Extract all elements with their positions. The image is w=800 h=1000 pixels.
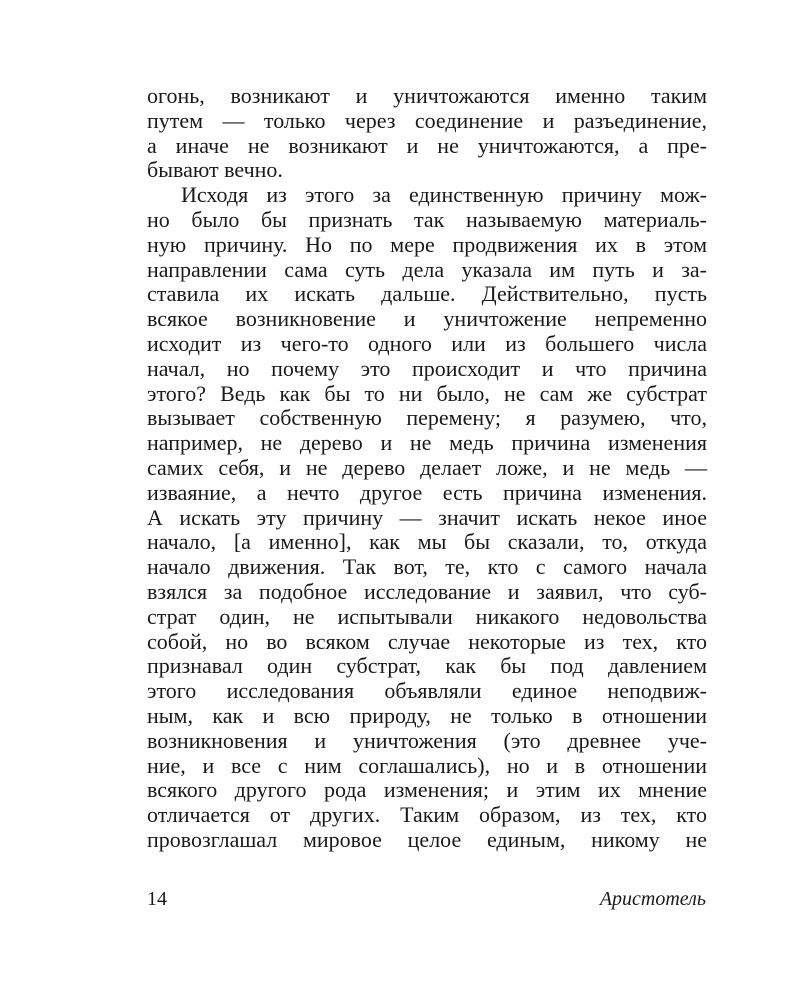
text-line: взялся за подобное исследование и заявил, что суб- (147, 578, 707, 604)
text-line-paragraph-start: Исходя из этого за единственную причину мож- (181, 182, 707, 208)
text-line: начало, [а именно], как мы бы сказали, то, откуда (147, 529, 707, 555)
text-line: изваяние, а нечто другое есть причина изменения. (147, 479, 707, 505)
text-line: огонь, возникают и уничтожаются именно таким (147, 83, 707, 108)
body-text (147, 84, 707, 853)
page-number: 14 (147, 888, 167, 910)
text-line: собой, но во всяком случае некоторые из тех, кто (147, 628, 707, 654)
text-line: ставила их искать дальше. Действительно, пусть (147, 281, 707, 307)
text-line: провозглашал мировое целое единым, никому не (147, 826, 707, 852)
text-line: бывают вечно. (147, 157, 283, 183)
text-line: начало движения. Так вот, те, кто с самого начала (147, 554, 707, 580)
text-line: признавал один субстрат, как бы под давлением (147, 653, 707, 679)
text-line: путем — только через соединение и разъединение, (147, 107, 707, 133)
text-line: страт один, не испытывали никакого недовольства (147, 603, 707, 629)
text-line: например, не дерево и не медь причина изменения (147, 430, 707, 456)
text-line: направлении сама суть дела указала им путь и за- (147, 256, 707, 282)
text-line: всякого другого рода изменения; и этим их мнение (147, 777, 707, 803)
text-line: а иначе не возникают и не уничтожаются, а пре- (147, 132, 707, 158)
running-title: Аристотель (599, 888, 706, 910)
text-line: ние, и все с ним соглашались), но и в отношении (147, 752, 707, 778)
text-line: отличается от других. Таким образом, из тех, кто (147, 802, 707, 828)
text-line: вызывает собственную перемену; я разумею, что, (147, 405, 707, 431)
text-line: ную причину. Но по мере продвижения их в этом (147, 231, 707, 257)
text-line: ным, как и всю природу, не только в отношении (147, 702, 707, 728)
text-line: возникновения и уничтожения (это древнее уче- (147, 727, 707, 753)
text-line: исходит из чего-то одного или из большего числа (147, 330, 707, 356)
text-line: всякое возникновение и уничтожение непременно (147, 306, 707, 332)
text-line: начал, но почему это происходит и что причина (147, 355, 707, 381)
text-line: самих себя, и не дерево делает ложе, и не медь — (147, 454, 707, 480)
text-line: А искать эту причину — значит искать некое иное (147, 504, 707, 530)
text-line: этого? Ведь как бы то ни было, не сам же субстрат (147, 380, 707, 406)
text-line: этого исследования объявляли единое неподвиж- (147, 678, 707, 704)
text-line: но было бы признать так называемую материаль- (147, 206, 707, 232)
